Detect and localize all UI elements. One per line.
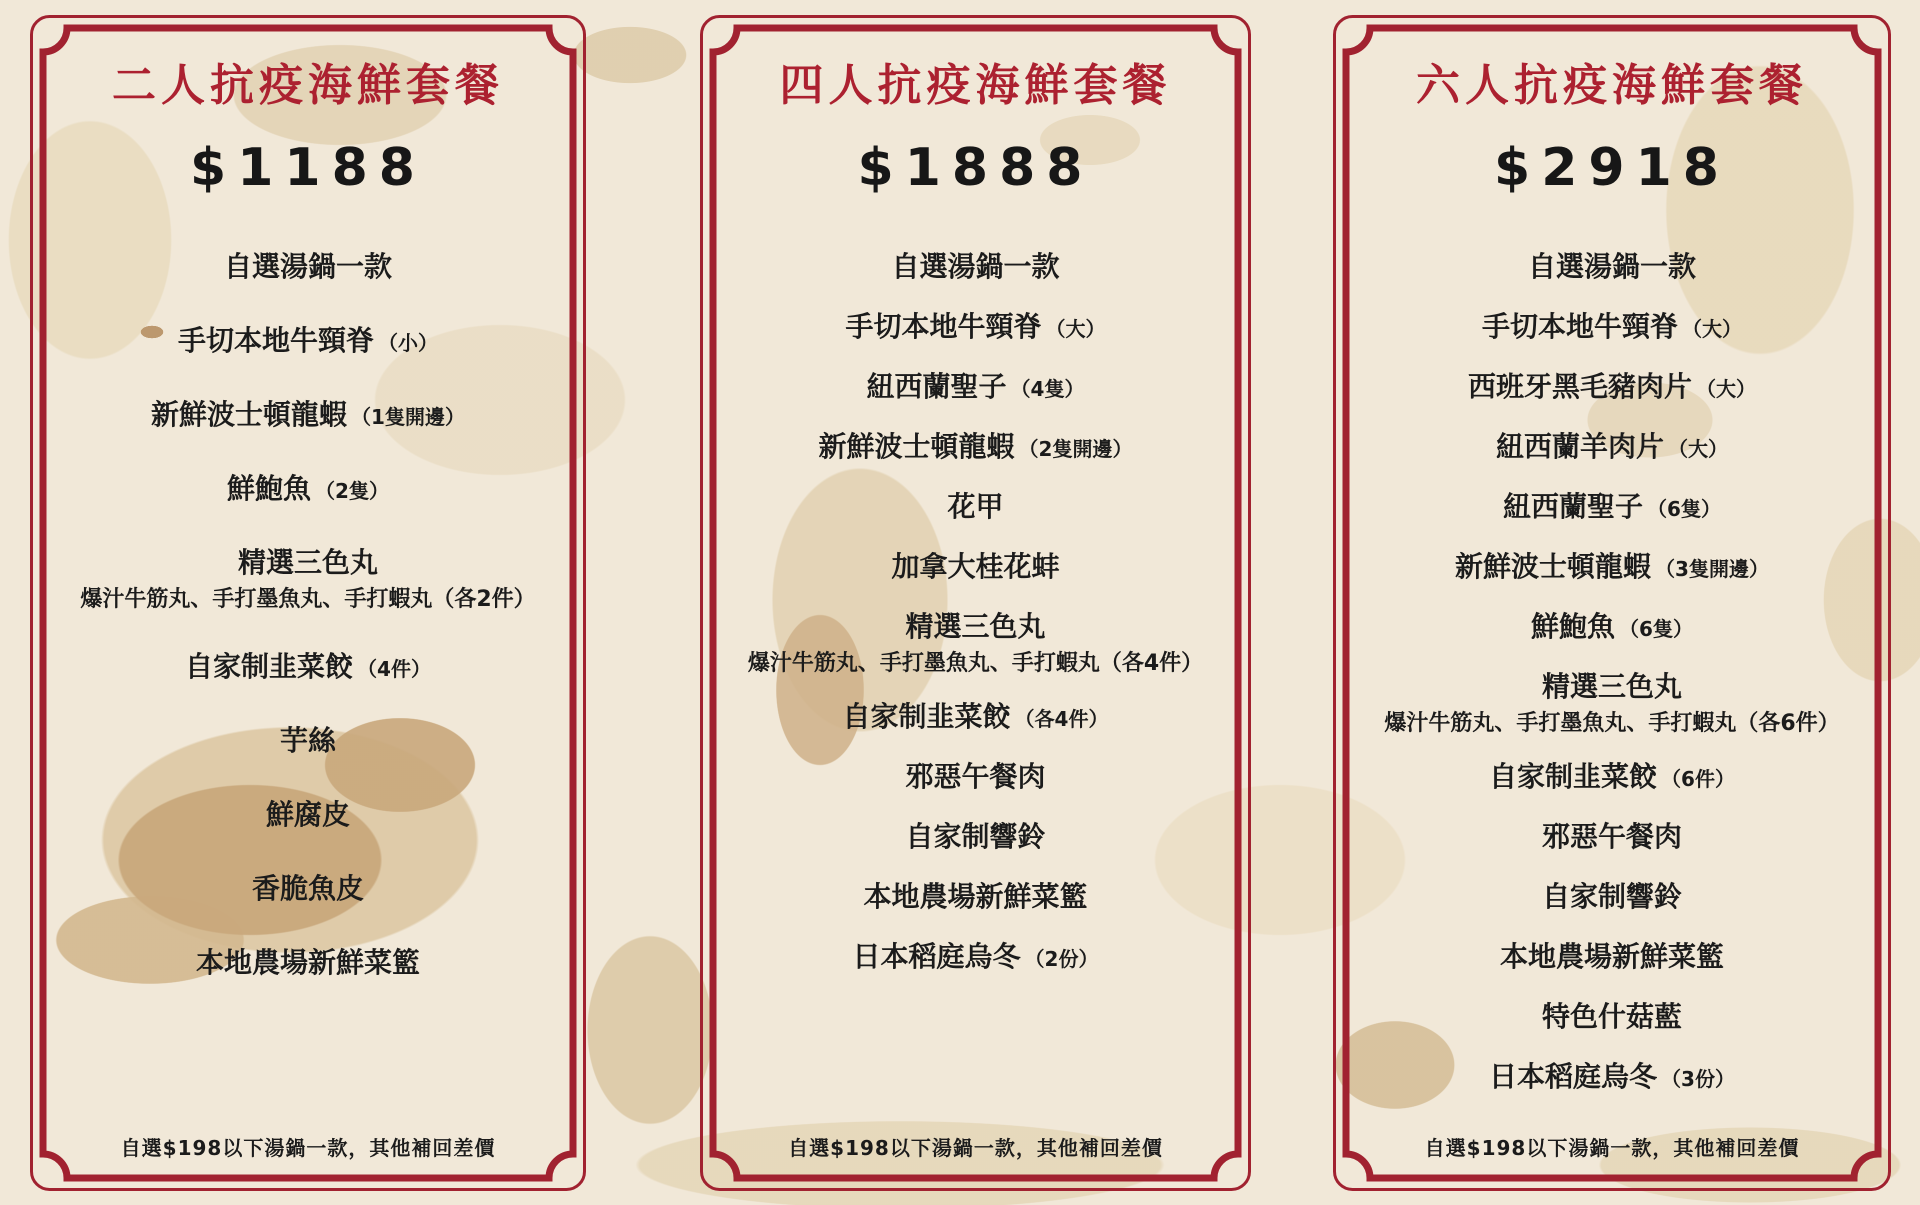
menu-item-line [891, 549, 1059, 589]
menu-item-line [891, 249, 1059, 289]
menu-item-line [1496, 429, 1728, 469]
menu-item-quantity-note: （4隻） [1010, 376, 1085, 401]
panel-title: 二人抗疫海鮮套餐 [112, 60, 504, 111]
menu-item-name: 自選湯鍋一款 [891, 249, 1060, 283]
menu-item-quantity-note: （大） [1045, 316, 1106, 341]
menu-item-name: 精選三色丸 [237, 545, 378, 579]
menu-item-name: 自家制韭菜餃 [1489, 759, 1658, 793]
menu-item-quantity-note: （大） [1668, 436, 1728, 461]
menu-item [80, 545, 535, 615]
menu-item [185, 649, 431, 689]
menu-item [224, 249, 392, 289]
menu-item-name: 新鮮波士頓龍蝦 [818, 429, 1015, 463]
menu-item [1528, 249, 1696, 289]
menu-item [151, 397, 465, 437]
menu-item-name: 日本稻庭烏冬 [1489, 1059, 1658, 1093]
menu-item-name: 加拿大桂花蚌 [891, 549, 1060, 583]
menu-item [1455, 549, 1769, 589]
menu-item-line [185, 649, 431, 689]
menu-item-quantity-note: （大） [1682, 316, 1742, 341]
menu-item-name: 新鮮波士頓龍蝦 [151, 397, 348, 431]
menu-item-quantity-note: （6隻） [1619, 616, 1693, 641]
menu-item [1542, 879, 1682, 919]
menu-item [1482, 309, 1742, 349]
menu-item [1468, 369, 1756, 409]
menu-item [196, 945, 420, 985]
menu-item [1496, 429, 1728, 469]
menu-item-sub-detail: 爆汁牛筋丸、手打墨魚丸、手打蝦丸（各2件） [80, 586, 536, 612]
menu-item-quantity-note: （2隻） [315, 478, 389, 503]
menu-item [1489, 759, 1735, 799]
menu-item-line [1542, 819, 1682, 859]
menu-item-name: 手切本地牛頸脊 [845, 309, 1042, 343]
menu-item-line [1468, 369, 1756, 409]
menu-item-line [947, 489, 1003, 529]
panel-footnote: 自選$198以下湯鍋一款，其他補回差價 [120, 1136, 496, 1160]
menu-item-name: 鮮鮑魚 [1531, 609, 1616, 643]
menu-item-quantity-note: （6隻） [1647, 496, 1721, 521]
menu-item-line [845, 309, 1105, 349]
menu-item-line [905, 759, 1045, 799]
menu-item-line [1482, 309, 1742, 349]
menu-item-line [843, 699, 1109, 739]
menu-item-name: 自家制韭菜餃 [185, 649, 354, 683]
menu-item-name: 芋絲 [279, 723, 336, 757]
menu-item-quantity-note: （大） [1696, 376, 1756, 401]
menu-item-line [1489, 759, 1735, 799]
menu-item-name: 西班牙黑毛豬肉片 [1467, 369, 1692, 403]
menu-item-name: 紐西蘭聖子 [1503, 489, 1644, 523]
menu-item-name: 手切本地牛頸脊 [1481, 309, 1678, 343]
menu-item [178, 323, 438, 363]
menu-item-line [1542, 879, 1682, 919]
menu-item-line [227, 471, 389, 511]
item-list [30, 249, 586, 985]
menu-item-name: 精選三色丸 [905, 609, 1046, 643]
set-menu-panel-set-6-person [1333, 15, 1891, 1191]
menu-item [1500, 939, 1724, 979]
menu-item [1542, 819, 1682, 859]
menu-item-name: 花甲 [947, 489, 1004, 523]
menu-item [905, 819, 1045, 859]
menu-item [863, 879, 1087, 919]
menu-item [1384, 669, 1839, 739]
menu-item-name: 本地農場新鮮菜籃 [1499, 939, 1724, 973]
menu-item [1489, 1059, 1735, 1099]
menu-item [227, 471, 389, 511]
menu-item [905, 759, 1045, 799]
menu-item [867, 369, 1085, 409]
menu-item-name: 自家制響鈴 [1541, 879, 1682, 913]
item-list [1333, 249, 1891, 1099]
menu-item-line [1500, 939, 1724, 979]
menu-item-quantity-note: （2份） [1024, 946, 1099, 971]
menu-item [891, 549, 1059, 589]
menu-item [891, 249, 1059, 289]
panel-price: $1888 [857, 137, 1094, 198]
menu-item-quantity-note: （4件） [357, 656, 431, 681]
menu-item-line [1542, 999, 1682, 1039]
menu-item-name: 本地農場新鮮菜籃 [195, 945, 420, 979]
menu-item-line [224, 249, 392, 289]
set-menu-panel-set-2-person [30, 15, 586, 1191]
panel-content [30, 15, 586, 1191]
menu-item [280, 723, 336, 763]
menu-item-line [280, 723, 336, 763]
menu-item [748, 609, 1203, 679]
menu-item-name: 鮮腐皮 [265, 797, 350, 831]
menu-item-line [819, 429, 1133, 469]
menu-item [845, 309, 1105, 349]
menu-item-quantity-note: （6件） [1661, 766, 1735, 791]
menu-item [1542, 999, 1682, 1039]
menu-item-name: 本地農場新鮮菜籃 [863, 879, 1088, 913]
panel-footnote: 自選$198以下湯鍋一款，其他補回差價 [1424, 1136, 1800, 1160]
menu-item-line [151, 397, 465, 437]
menu-item-line [867, 369, 1085, 409]
menu-item-name: 邪惡午餐肉 [905, 759, 1046, 793]
panel-title: 六人抗疫海鮮套餐 [1416, 60, 1808, 111]
menu-item-line [853, 939, 1099, 979]
menu-item-line [178, 323, 438, 363]
menu-item-name: 新鮮波士頓龍蝦 [1455, 549, 1652, 583]
menu-item-line [1384, 669, 1839, 709]
panel-price: $1188 [190, 137, 426, 198]
menu-item-name: 自選湯鍋一款 [1527, 249, 1696, 283]
menu-item-line [1455, 549, 1769, 589]
menu-item-quantity-note: （2隻開邊） [1018, 436, 1133, 461]
menu-item-name: 自家制響鈴 [905, 819, 1046, 853]
menu-item-line [196, 945, 420, 985]
menu-item-quantity-note: （3份） [1661, 1066, 1735, 1091]
menu-item-name: 精選三色丸 [1541, 669, 1682, 703]
menu-item-line [266, 797, 350, 837]
menu-item [252, 871, 364, 911]
menu-item-quantity-note: （3隻開邊） [1655, 556, 1769, 581]
menu-item-sub-detail: 爆汁牛筋丸、手打墨魚丸、手打蝦丸（各6件） [1384, 710, 1840, 736]
menu-item-sub-detail: 爆汁牛筋丸、手打墨魚丸、手打蝦丸（各4件） [747, 650, 1204, 676]
menu-item [843, 699, 1109, 739]
menu-item [947, 489, 1003, 529]
item-list [700, 249, 1251, 979]
menu-item [819, 429, 1133, 469]
menu-item-quantity-note: （小） [378, 330, 438, 355]
menu-item-quantity-note: （1隻開邊） [351, 404, 465, 429]
menu-item-name: 自選湯鍋一款 [223, 249, 392, 283]
menu-item-name: 手切本地牛頸脊 [177, 323, 374, 357]
menu-item-line [863, 879, 1087, 919]
menu-item-line [748, 609, 1203, 649]
panel-content [1333, 15, 1891, 1191]
menu-item-name: 自家制韭菜餃 [842, 699, 1011, 733]
menu-item-name: 鮮鮑魚 [227, 471, 312, 505]
menu-item-line [80, 545, 535, 585]
menu-item [853, 939, 1099, 979]
menu-item-name: 特色什菇藍 [1541, 999, 1682, 1033]
menu-item [266, 797, 350, 837]
menu-item [1531, 609, 1693, 649]
menu-item-line [1489, 1059, 1735, 1099]
menu-item-quantity-note: （各4件） [1014, 706, 1109, 731]
menu-item-line [252, 871, 364, 911]
menu-item-line [905, 819, 1045, 859]
panel-price: $2918 [1494, 137, 1730, 198]
menu-item [1503, 489, 1721, 529]
panel-footnote: 自選$198以下湯鍋一款，其他補回差價 [788, 1136, 1163, 1160]
menu-item-line [1531, 609, 1693, 649]
menu-item-name: 邪惡午餐肉 [1541, 819, 1682, 853]
menu-item-name: 香脆魚皮 [251, 871, 364, 905]
menu-item-line [1528, 249, 1696, 289]
set-menu-panel-set-4-person [700, 15, 1251, 1191]
menu-item-line [1503, 489, 1721, 529]
menu-item-name: 日本稻庭烏冬 [852, 939, 1021, 973]
panel-content [700, 15, 1251, 1191]
menu-item-name: 紐西蘭聖子 [866, 369, 1007, 403]
panel-title: 四人抗疫海鮮套餐 [779, 60, 1172, 111]
menu-item-name: 紐西蘭羊肉片 [1495, 429, 1664, 463]
